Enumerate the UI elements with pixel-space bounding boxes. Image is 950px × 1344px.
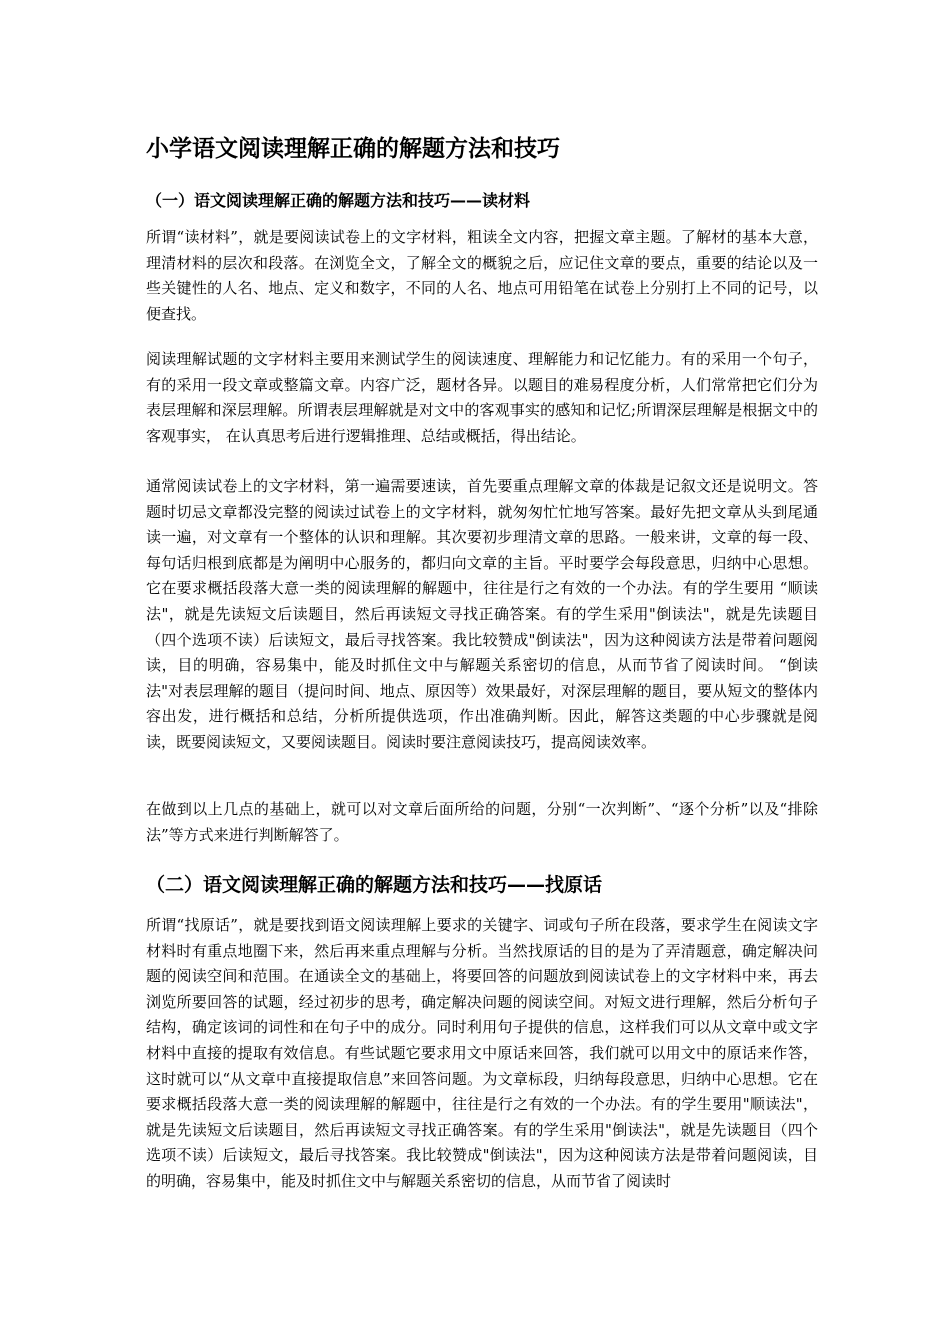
document-title: 小学语文阅读理解正确的解题方法和技巧 bbox=[146, 136, 560, 162]
section2-heading: （二）语文阅读理解正确的解题方法和技巧——找原话 bbox=[146, 874, 603, 896]
section1-paragraph-2: 阅读理解试题的文字材料主要用来测试学生的阅读速度、理解能力和记忆能力。有的采用一个句子，有的采用一段文章或整篇文章。内容广泛，题材各异。以题目的难易程度分析，人们常常把它们分为表层理解和深层理解。所谓表层理解就是对文中的客观事实的感知和记忆;所谓深层理解是根据文中的客观事实， 在认真思考后进行逻辑推理、总结或概括，得出结论。 bbox=[146, 350, 818, 445]
section2-paragraph-1: 所谓“找原话”，就是要找到语文阅读理解上要求的关键字、词或句子所在段落，要求学生在阅读文字材料时有重点地圈下来，然后再来重点理解与分析。当然找原话的目的是为了弄清题意，确定解决问题的阅读空间和范围。在通读全文的基础上，将要回答的问题放到阅读试卷上的文字材料中来，再去浏览所要回答的试题，经过初步的思考，确定解决问题的阅读空间。对短文进行理解，然后分析句子结构，确定该词的词性和在句子中的成分。同时利用句子提供的信息，这样我们可以从文章中或文字材料中直接的提取有效信息。有些试题它要求用文中原话来回答，我们就可以用文中的原话来作答，这时就可以“从文章中直接提取信息”来回答问题。为文章标段，归纳每段意思，归纳中心思想。它在要求概括段落大意一类的阅读理解的解题中，往往是行之有效的一个办法。有的学生要用"顺读法"，就是先读短文后读题目，然后再读短文寻找正确答案。有的学生采用"倒读法"，就是先读题目（四个选项不读）后读短文，最后寻找答案。我比较赞成"倒读法"，因为这种阅读方法是带着问题阅读，目的明确，容易集中，能及时抓住文中与解题关系密切的信息，从而节省了阅读时 bbox=[146, 916, 818, 1190]
section1-paragraph-3: 通常阅读试卷上的文字材料，第一遍需要速读，首先要重点理解文章的体裁是记叙文还是说明文。答题时切忌文章都没完整的阅读过试卷上的文字材料，就匆匆忙忙地写答案。最好先把文章从头到尾通读一遍，对文章有一个整体的认识和理解。其次要初步理清文章的思路。一般来讲，文章的每一段、每句话归根到底都是为阐明中心服务的，都归向文章的主旨。平时要学会每段意思，归纳中心思想。它在要求概括段落大意一类的阅读理解的解题中，往往是行之有效的一个办法。有的学生要用 “顺读法"，就是先读短文后读题目，然后再读短文寻找正确答案。有的学生采用"倒读法"，就是先读题目（四个选项不读）后读短文，最后寻找答案。我比较赞成"倒读法"，因为这种阅读方法是带着问题阅读，目的明确，容易集中，能及时抓住文中与解题关系密切的信息，从而节省了阅读时间。 “倒读法"对表层理解的题目（提问时间、地点、原因等）效果最好，对深层理解的题目，要从短文的整体内容出发，进行概括和总结，分析所提供选项，作出准确判断。因此，解答这类题的中心步骤就是阅读，既要阅读短文，又要阅读题目。阅读时要注意阅读技巧，提高阅读效率。 bbox=[146, 477, 818, 751]
section1-paragraph-1: 所谓“读材料”，就是要阅读试卷上的文字材料，粗读全文内容，把握文章主题。了解材的基本大意，理清材料的层次和段落。在浏览全文，了解全文的概貌之后，应记住文章的要点，重要的结论以及一些关键性的人名、地点、定义和数字，不同的人名、地点可用铅笔在试卷上分别打上不同的记号，以便查找。 bbox=[146, 228, 818, 323]
section1-heading: （一）语文阅读理解正确的解题方法和技巧——读材料 bbox=[146, 191, 531, 210]
section1-paragraph-4: 在做到以上几点的基础上，就可以对文章后面所给的问题，分别“一次判断”、“逐个分析”以及“排除法”等方式来进行判断解答了。 bbox=[146, 800, 818, 844]
